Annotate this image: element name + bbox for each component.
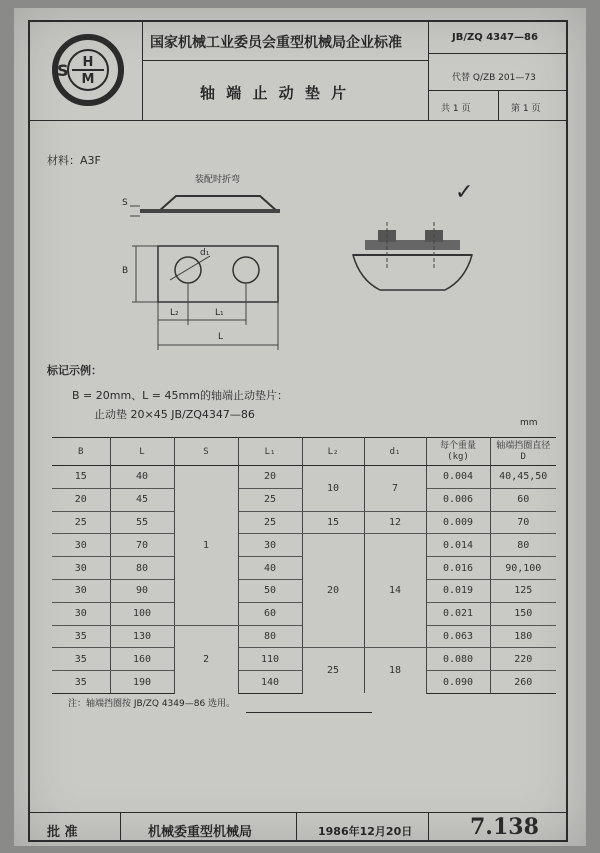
header-mid-rule [142,60,428,61]
col-header-weight: 每个重量 (kg) [426,438,490,466]
approve-label: 批 准 [47,825,78,840]
cell-d: 80 [490,534,556,557]
col-header-d1: d₁ [364,438,426,466]
cell-l2: 10 [302,466,364,512]
cell-l: 55 [110,511,174,534]
cell-l1: 110 [238,648,302,671]
cell-l: 190 [110,671,174,694]
cell-weight: 0.004 [426,466,490,489]
cell-weight: 0.014 [426,534,490,557]
cell-weight: 0.021 [426,602,490,625]
cell-l2: 20 [302,534,364,648]
cell-d: 220 [490,648,556,671]
cell-weight: 0.080 [426,648,490,671]
cell-b: 35 [52,648,110,671]
approval-date: 1986年12月20日 [318,825,413,838]
cell-weight: 0.016 [426,557,490,580]
col-header-d: 轴端挡圈直径 D [490,438,556,466]
cell-weight: 0.090 [426,671,490,694]
assembly-section-drawing [345,210,480,295]
page-code: 7.138 [470,814,539,840]
cell-d: 180 [490,625,556,648]
table-row [52,511,556,534]
dim-s-label: S [122,198,128,208]
footer-divider-2 [296,812,297,842]
table-row [52,466,556,489]
cell-b: 30 [52,602,110,625]
cell-l2: 25 [302,648,364,694]
header-divider-right [428,20,429,120]
shm-logo [50,32,126,108]
cell-l1: 25 [238,511,302,534]
cell-d: 70 [490,511,556,534]
cell-d: 90,100 [490,557,556,580]
cell-l: 130 [110,625,174,648]
org-title: 国家机械工业委员会重型机械局企业标准 [150,35,402,51]
marking-line-2: 止动垫 20×45 JB/ZQ4347—86 [94,408,255,421]
cell-b: 15 [52,466,110,489]
cell-s: 2 [174,625,238,693]
footnote: 注：轴端挡圈按 JB/ZQ 4349—86 选用。 [68,699,236,709]
dimension-table [52,437,556,694]
cell-b: 20 [52,488,110,511]
cell-b: 30 [52,579,110,602]
cell-b: 30 [52,534,110,557]
cell-d1: 12 [364,511,426,534]
cell-b: 35 [52,625,110,648]
marking-heading: 标记示例： [47,364,102,377]
cell-l: 90 [110,579,174,602]
cell-s: 1 [174,466,238,626]
cell-l: 70 [110,534,174,557]
cell-weight: 0.006 [426,488,490,511]
part-name: 轴 端 止 动 垫 片 [200,84,350,102]
dim-l2-label: L₂ [170,308,179,318]
approver: 机械委重型机械局 [148,825,253,840]
cell-d: 125 [490,579,556,602]
header-right-rule-1 [428,53,568,54]
cell-l1: 20 [238,466,302,489]
standard-number: JB/ZQ 4347—86 [452,32,538,43]
footer-divider-1 [120,812,121,842]
unit-label: mm [520,418,538,428]
header-divider-logo [142,20,143,120]
cell-weight: 0.009 [426,511,490,534]
dim-l1-label: L₁ [215,308,224,318]
cell-l1: 60 [238,602,302,625]
table-row [52,648,556,671]
col-header-l: L [110,438,174,466]
svg-text:H: H [82,55,94,70]
dim-d1-label: d₁ [200,248,210,258]
svg-text:S: S [57,61,69,80]
total-pages: 共 1 页 [441,104,471,114]
col-header-b: B [52,438,110,466]
header-bottom-rule [28,120,568,121]
cell-b: 30 [52,557,110,580]
end-rule [246,712,372,713]
cell-d: 60 [490,488,556,511]
marking-line-1: B = 20mm、L = 45mm的轴端止动垫片： [72,389,288,402]
cell-l: 160 [110,648,174,671]
cell-l: 100 [110,602,174,625]
page-number: 第 1 页 [511,104,541,114]
surface-roughness-icon: ✓ [455,180,474,205]
svg-text:M: M [81,72,95,87]
washer-drawing [110,160,310,360]
cell-d1: 14 [364,534,426,648]
cell-b: 25 [52,511,110,534]
cell-l1: 50 [238,579,302,602]
cell-l1: 25 [238,488,302,511]
material-label: 材料：A3F [47,154,101,167]
footer-top-rule [28,812,568,813]
cell-d: 40,45,50 [490,466,556,489]
col-header-s: S [174,438,238,466]
table-row [52,534,556,557]
table-header-row [52,438,556,466]
cell-d: 150 [490,602,556,625]
footer-divider-3 [428,812,429,842]
dim-l-label: L [218,332,224,342]
cell-l2: 15 [302,511,364,534]
cell-l: 80 [110,557,174,580]
cell-l1: 80 [238,625,302,648]
cell-b: 35 [52,671,110,694]
cell-l1: 140 [238,671,302,694]
cell-d1: 7 [364,466,426,512]
cell-l: 45 [110,488,174,511]
dim-b-label: B [122,266,129,276]
cell-l: 40 [110,466,174,489]
cell-d1: 18 [364,648,426,694]
cell-weight: 0.019 [426,579,490,602]
drawing-frame [28,20,568,842]
col-header-l1: L₁ [238,438,302,466]
cell-l1: 30 [238,534,302,557]
col-header-l2: L₂ [302,438,364,466]
assembly-bend-label: 装配时折弯 [195,175,241,185]
cell-l1: 40 [238,557,302,580]
header-page-divider [498,90,499,120]
replaces-text: 代替 Q/ZB 201—73 [452,73,536,83]
cell-weight: 0.063 [426,625,490,648]
cell-d: 260 [490,671,556,694]
